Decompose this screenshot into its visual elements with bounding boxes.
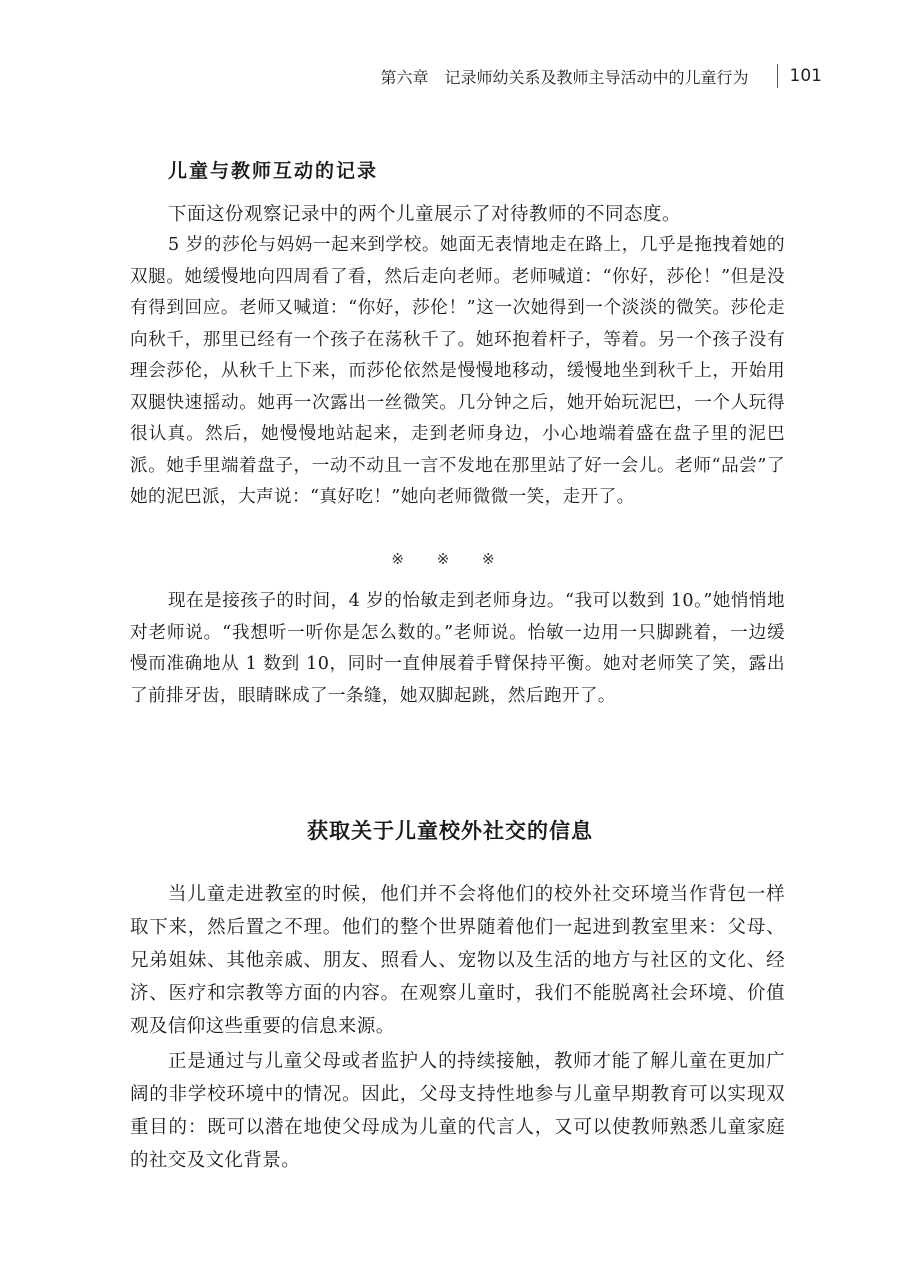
subsection-heading: 儿童与教师互动的记录 <box>168 160 379 182</box>
observation-record-yimin: 现在是接孩子的时间，4 岁的怡敏走到老师身边。“我可以数到 10。”她悄悄地对老师说。“我想听一听你是怎么数的。”老师说。怡敏一边用一只脚跳着，一边缓慢而准确地从 1 数到 10，同时一直伸展着手臂保持平衡。她对老师笑了笑，露出了前排牙齿，眼睛眯成了一条缝，她双脚起跳，然后跑开了。 <box>130 591 785 706</box>
body-paragraph: 正是通过与儿童父母或者监护人的持续接触，教师才能了解儿童在更加广阔的非学校环境中的情况。因此，父母支持性地参与儿童早期教育可以实现双重目的：既可以潜在地使父母成为儿童的代言人，又可以使教师熟悉儿童家庭的社交及文化背景。 <box>130 1051 785 1171</box>
section-title: 获取关于儿童校外社交的信息 <box>307 819 593 843</box>
observation-record-sharon: 5 岁的莎伦与妈妈一起来到学校。她面无表情地走在路上，几乎是拖拽着她的双腿。她缓慢地向四周看了看，然后走向老师。老师喊道：“你好，莎伦！”但是没有得到回应。老师又喊道：“你好，莎伦！”这一次她得到一个淡淡的微笑。莎伦走向秋千，那里已经有一个孩子在荡秋千了。她环抱着杆子，等着。另一个孩子没有理会莎伦，从秋千上下来，而莎伦依然是慢慢地移动，缓慢地坐到秋千上，开始用双腿快速摇动。她再一次露出一丝微笑。几分钟之后，她开始玩泥巴，一个人玩得很认真。然后，她慢慢地站起来，走到老师身边，小心地端着盛在盘子里的泥巴派。她手里端着盘子，一动不动且一言不发地在那里站了好一会儿。老师“品尝”了她的泥巴派，大声说：“真好吃！”她向老师微微一笑，走开了。 <box>130 235 785 507</box>
chapter-title: 第六章 记录师幼关系及教师主导活动中的儿童行为 <box>380 67 749 87</box>
body-paragraph: 当儿童走进教室的时候，他们并不会将他们的校外社交环境当作背包一样取下来，然后置之不理。他们的整个世界随着他们一起进到教室里来：父母、兄弟姐妹、其他亲戚、朋友、照看人、宠物以及生活的地方与社区的文化、经济、医疗和宗教等方面的内容。在观察儿童时，我们不能脱离社会环境、价值观及信仰这些重要的信息来源。 <box>130 884 785 1037</box>
record-separator: ※ ※ ※ <box>391 550 509 568</box>
page-number: 101 <box>789 66 822 86</box>
lead-sentence: 下面这份观察记录中的两个儿童展示了对待教师的不同态度。 <box>168 204 682 225</box>
header-divider <box>777 64 778 88</box>
running-header <box>381 64 822 88</box>
